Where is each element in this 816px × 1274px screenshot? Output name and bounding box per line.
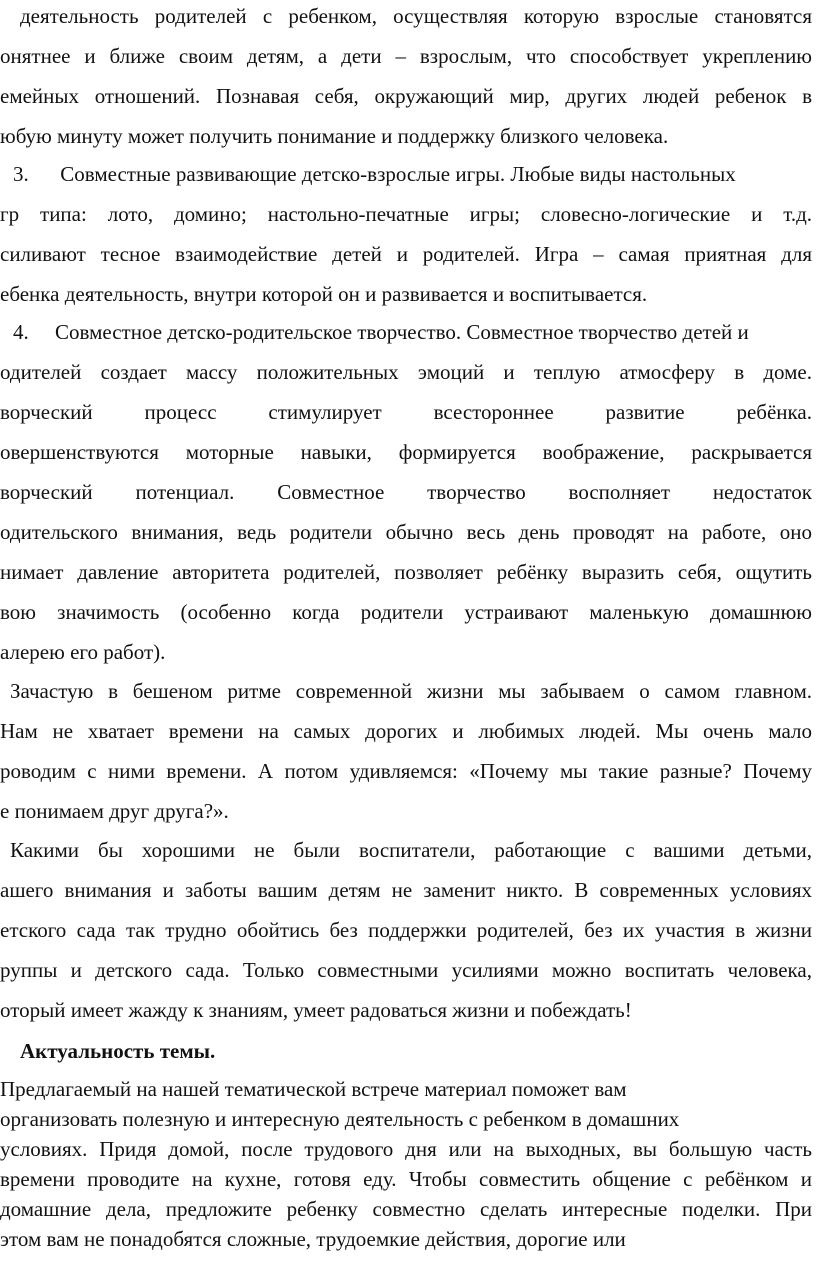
text-line: силивают тесное взаимодействие детей и родителей. Игра – самая приятная для [0,242,812,266]
text-line: деятельность родителей с ребенком, осуществляя которую взрослые становятся [20,4,812,28]
section-heading: Актуальность темы. [20,1039,216,1063]
text-line: алерею его работ). [0,640,166,664]
text-line: одительского внимания, ведь родители обычно весь день проводят на работе, оно [0,520,812,544]
text-line: оторый имеет жажду к знаниям, умеет радоваться жизни и побеждать! [0,998,632,1022]
text-line: домашние дела, предложите ребенку совместно сделать интересные поделки. При [0,1197,812,1221]
text-line: 4. Совместное детско-родительское творчество. Совместное творчество детей и [13,320,749,344]
text-line: гр типа: лото, домино; настольно-печатные игры; словесно-логические и т.д. [0,202,812,226]
text-line: этом вам не понадобятся сложные, трудоемкие действия, дорогие или [0,1227,626,1251]
text-line: одителей создает массу положительных эмоций и теплую атмосферу в доме. [0,360,812,384]
text-line: ашего внимания и заботы вашим детям не заменит никто. В современных условиях [0,878,812,902]
text-line: е понимаем друг друга?». [0,799,229,823]
text-line: вою значимость (особенно когда родители устраивают маленькую домашнюю [0,600,812,624]
text-line: ворческий потенциал. Совместное творчество восполняет недостаток [0,480,812,504]
text-line: овершенствуются моторные навыки, формируется воображение, раскрывается [0,440,812,464]
text-line: 3. Совместные развивающие детско-взрослые игры. Любые виды настольных [13,162,736,186]
text-line: Нам не хватает времени на самых дорогих и любимых людей. Мы очень мало [0,719,812,743]
text-line: руппы и детского сада. Только совместными усилиями можно воспитать человека, [0,958,812,982]
text-line: Какими бы хорошими не были воспитатели, работающие с вашими детьми, [10,838,812,862]
text-line: нимает давление авторитета родителей, позволяет ребёнку выразить себя, ощутить [0,560,812,584]
text-line: роводим с ними времени. А потом удивляемся: «Почему мы такие разные? Почему [0,759,812,783]
text-line: емейных отношений. Познавая себя, окружающий мир, других людей ребенок в [0,84,812,108]
text-line: времени проводите на кухне, готовя еду. Чтобы совместить общение с ребёнком и [0,1167,812,1191]
text-line: условиях. Придя домой, после трудового дня или на выходных, вы большую часть [0,1137,812,1161]
text-line: ебенка деятельность, внутри которой он и развивается и воспитывается. [0,282,648,306]
text-line: организовать полезную и интересную деятельность с ребенком в домашних [0,1107,680,1131]
text-line: Предлагаемый на нашей тематической встрече материал поможет вам [0,1077,627,1101]
text-line: юбую минуту может получить понимание и поддержку близкого человека. [0,124,669,148]
text-line: Зачастую в бешеном ритме современной жизни мы забываем о самом главном. [10,679,812,703]
text-line: ворческий процесс стимулирует всестороннее развитие ребёнка. [0,400,812,424]
text-line: онятнее и ближе своим детям, а дети – взрослым, что способствует укреплению [0,44,812,68]
text-line: етского сада так трудно обойтись без поддержки родителей, без их участия в жизни [0,918,812,942]
